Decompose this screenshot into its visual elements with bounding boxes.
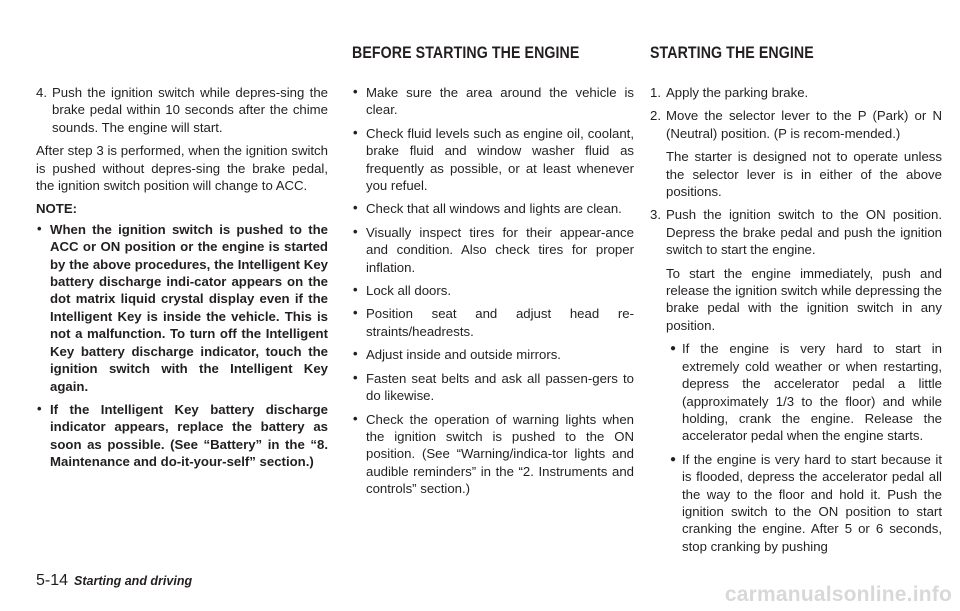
checklist-item [352,84,634,119]
checklist-text: Make sure the area around the vehicle is clear. [366,85,634,118]
checklist-text: Check fluid levels such as engine oil, coolant, brake fluid and window washer fluid as frequently as possible, or at least whenever you refuel. [366,125,634,194]
checklist-text: Check the operation of warning lights when the ignition switch is pushed to the ON position. (See “Warning/indica-tor lights and audible reminders” in the “2. Instruments and controls” section.) [366,411,634,497]
step-3 [650,206,942,258]
note-item [36,401,328,471]
bullet-icon: • [37,400,42,416]
bullet-icon: • [353,369,358,385]
checklist-text: Check that all windows and lights are clean. [366,201,622,217]
bullet-icon: • [353,200,358,216]
step-2-note: The starter is designed not to operate unless the selector lever is in either of the above positions. [666,149,942,200]
left-column [36,84,328,477]
bullet-icon: • [37,220,42,236]
checklist-item [352,346,634,363]
checklist-item [352,200,634,217]
page-footer [36,572,192,590]
step-4 [36,84,328,136]
section-heading-before-starting: BEFORE STARTING THE ENGINE [352,44,580,62]
note-text: When the ignition switch is pushed to the ACC or ON position or the engine is started by the above procedures, the Intelligent Key battery discharge indi-cator appears on the dot matrix liquid crystal display even if the Intelligent Key is inside the vehicle. This is not a malfunction. To turn off the Intelligent Key battery discharge indicator, touch the ignition switch with the Intelligent Key again. [50,221,328,394]
bullet-icon: • [353,346,358,362]
sub-bullet-item [666,451,942,555]
step-2 [650,107,942,142]
checklist-item [352,125,634,195]
checklist-item [352,411,634,498]
step-number: 1. [650,85,661,100]
checklist-text: Lock all doors. [366,283,452,299]
sub-bullet-text: If the engine is very hard to start because it is flooded, depress the accelerator pedal all the way to the floor and hold it. Push the ignition switch to the ON position to start cranking the engine. After 5 or 6 seconds, stop cranking by pushing [682,451,942,554]
page-number: 5-14 [36,572,69,589]
bullet-icon: • [353,223,358,239]
note-label: NOTE: [36,201,78,217]
right-column [650,84,942,561]
round-bullet-icon: ● [670,343,677,355]
checklist-text: Visually inspect tires for their appear-ance and condition. Also check tires for proper inflation. [366,224,634,275]
note-item [36,221,328,395]
watermark-logo: carmanualsonline.info [724,583,952,606]
step-text: Apply the parking brake. [666,85,809,100]
section-heading-starting: STARTING THE ENGINE [650,44,814,62]
bullet-icon: • [353,305,358,321]
checklist-text: Adjust inside and outside mirrors. [366,347,561,363]
checklist-item [352,282,634,299]
round-bullet-icon: ● [670,453,677,465]
checklist-text: Fasten seat belts and ask all passen-gers to do likewise. [366,370,634,404]
sub-bullet-text: If the engine is very hard to start in extremely cold weather or when restarting, depress the accelerator pedal a little (approximately 1/3 to the floor) and while holding, crank the engine. Release the accelerator pedal when the engine starts. [682,341,942,444]
middle-column [352,84,634,504]
step-number: 4. [36,85,47,100]
step-number: 2. [650,108,661,124]
checklist-item [352,305,634,340]
step-text: Move the selector lever to the P (Park) or N (Neutral) position. (P is recom-mended.) [666,108,942,141]
checklist-item [352,370,634,405]
footer-section-title: Starting and driving [74,574,193,588]
bullet-icon: • [353,124,358,140]
checklist-text: Position seat and adjust head re-straints/headrests. [366,306,634,339]
after-step-paragraph: After step 3 is performed, when the ignition switch is pushed without depres-sing the brake pedal, the ignition switch position will change to ACC. [36,143,328,194]
bullet-icon: • [353,410,358,426]
step-1 [650,84,942,101]
step-text: Push the ignition switch to the ON position. Depress the brake pedal and push the ignition switch to start the engine. [666,207,942,258]
note-text: If the Intelligent Key battery discharge indicator appears, replace the battery as soon as possible. (See “Battery” in the “8. Maintenance and do-it-your-self” section.) [50,401,328,470]
sub-bullet-item [666,340,942,444]
checklist-item [352,224,634,276]
step-text: Push the ignition switch while depres-sing the brake pedal within 10 seconds after the chime sounds. The engine will start. [52,85,328,135]
bullet-icon: • [353,282,358,298]
bullet-icon: • [353,84,358,99]
step-3-note: To start the engine immediately, push and release the ignition switch while depressing the brake pedal with the ignition switch in any position. [666,265,942,333]
step-number: 3. [650,207,661,223]
